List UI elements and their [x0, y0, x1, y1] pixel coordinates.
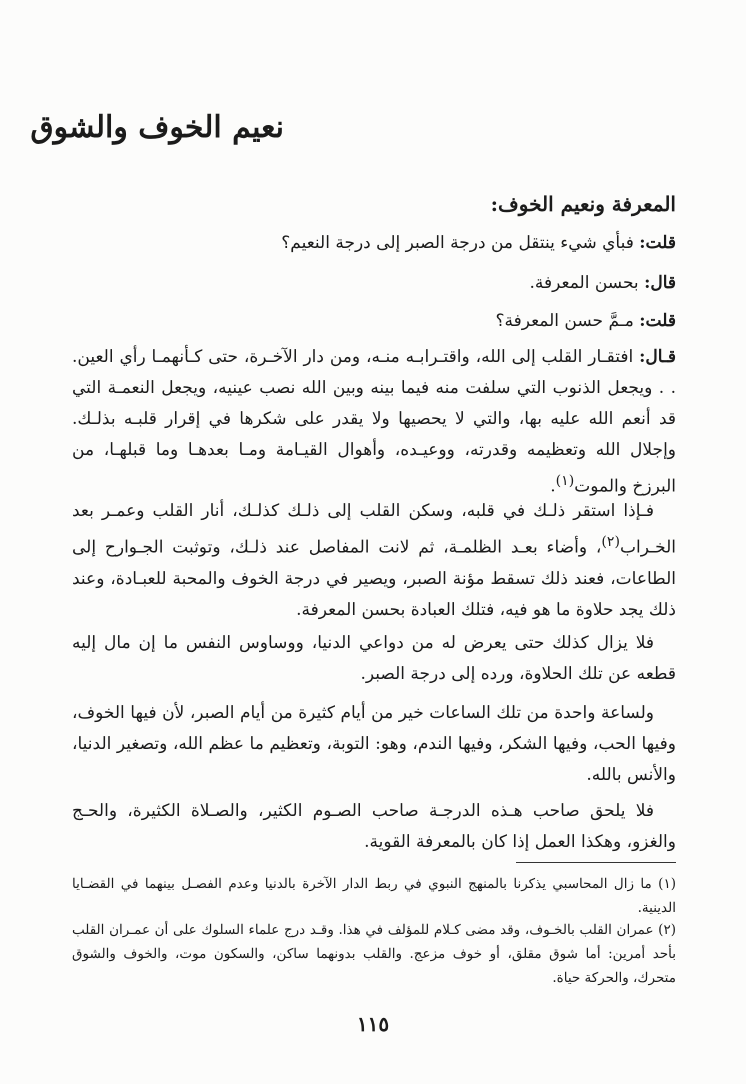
- paragraph-text: فـإذا استقر ذلـك في قلبه، وسكن القلب إلى ذلـك كذلـك، أنار القلب وعمـر بعد الخـراب: [72, 501, 676, 558]
- speaker-label: قلت:: [639, 311, 676, 331]
- answer-end: .: [550, 476, 556, 497]
- dialog-line-question-2: [72, 306, 676, 337]
- paragraph-1: [72, 496, 676, 626]
- section-heading: المعرفة ونعيم الخوف:: [490, 192, 676, 216]
- paragraph-3: ولساعة واحدة من تلك الساعات خير من أيام كثيرة من أيام الصبر، لأن فيها الخوف، وفيها الحب، وفيها الشكر، وفيها الندم، وهو: التوبة، وتعظيم ما عظم الله، وتصغير الدنيا، والأنس بالله.: [72, 703, 676, 785]
- paragraph-4: فلا يلحق صاحب هـذه الدرجـة صاحب الصـوم الكثير، والصـلاة الكثيرة، والحـج والغزو، وهكذا العمل إذا كان بالمعرفة القوية.: [72, 801, 676, 852]
- dialog-text: مـمَّ حسن المعرفة؟: [495, 311, 640, 331]
- speaker-label: قلت:: [639, 233, 676, 253]
- dialog-text: فبأي شيء ينتقل من درجة الصبر إلى درجة النعيم؟: [281, 233, 640, 253]
- footnote-divider: [516, 862, 676, 863]
- page-number: ١١٥: [356, 1012, 390, 1036]
- footnote-reference: (٢): [601, 534, 621, 550]
- footnote-reference: (١): [555, 473, 575, 489]
- footnote-number: (١): [658, 876, 676, 892]
- speaker-label: قال:: [644, 273, 676, 293]
- paragraph-text: ، وأضاء بعـد الظلمـة، ثم لانت المفاصل عند ذلـك، وتوثبت الجـوارح إلى الطاعات، فعند ذلك تسقط مؤنة الصبر، ويصير في درجة الخوف والمحبة للعبـادة، وعند ذلك يجد حلاوة ما هو فيه، فتلك العبادة بحسن المعرفة.: [72, 537, 676, 620]
- footnote-2: [72, 918, 676, 990]
- chapter-title: نعيم الخوف والشوق: [30, 110, 284, 145]
- paragraph-2: فلا يزال كذلك حتى يعرض له من دواعي الدنيا، ووساوس النفس ما إن مال إليه قطعه عن تلك الحلاوة، ورده إلى درجة الصبر.: [72, 633, 676, 684]
- speaker-label: قـال:: [639, 347, 676, 367]
- footnote-1: [72, 872, 676, 920]
- footnote-text: عمران القلب بالخـوف، وقد مضى كـلام للمؤلف في هذا. وقـد درج علماء السلوك على أن عمـران القلب بأحد أمرين: أما شوق مقلق، أو خوف مزعج. والقلب بدونهما ساكن، والسكون موت، والخوف والشوق متحرك، والحركة حياة.: [72, 922, 676, 986]
- answer-paragraph: [72, 342, 676, 503]
- dialog-line-question-1: [72, 228, 676, 259]
- dialog-line-answer-1: [72, 268, 676, 299]
- dialog-text: بحسن المعرفة.: [529, 273, 645, 293]
- footnote-number: (٢): [658, 922, 676, 938]
- answer-text: افتقـار القلب إلى الله، واقتـرابـه منـه، ومن دار الآخـرة، حتى كـأنهمـا رأي العين. . . ويجعل الذنوب التي سلفت منه فيما بينه وبين الله نصب عينيه، ويجعل النعمـة التي قد أنعم الله عليه بها، والتي لا يحصيها ولا يقدر على شكرها في إقرار قلبـه بذلـك. وإجلال الله وتعظيمه وقدرته، ووعيـده، وأهوال القيـامة ومـا بعدهـا وما قبلهـا، من البرزخ والموت: [72, 347, 676, 497]
- footnote-text: ما زال المحاسبي يذكرنا بالمنهج النبوي في ربط الدار الآخرة بالدنيا وعدم الفصـل بينهما في القضـايا الدينية.: [72, 876, 676, 916]
